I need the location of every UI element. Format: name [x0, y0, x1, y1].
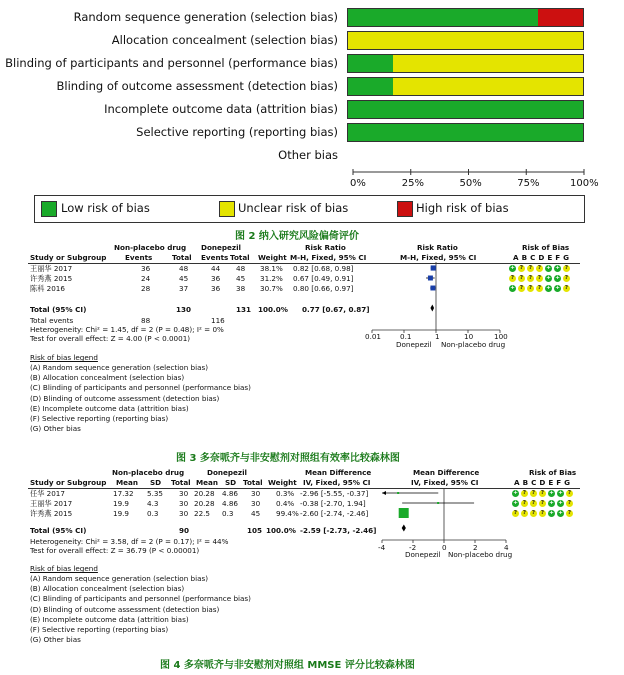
rob-judgement-dot: + — [513, 490, 518, 496]
f4-total-t1: 90 — [179, 526, 190, 535]
f4-col-sd2: SD — [225, 478, 237, 487]
rob-legend-box — [34, 195, 585, 223]
rob-legend-item: (D) Blinding of outcome assessment (detection bias) — [30, 604, 220, 614]
f3-cell-t2: 48 — [236, 264, 246, 273]
f4-cell-name: 王丽华 2017 — [30, 499, 73, 508]
f4-cell-m1: 17.32 — [113, 489, 134, 498]
f3-col-events2: Events — [201, 253, 229, 262]
f4-cell-t2: 30 — [251, 499, 261, 508]
f3-col-total1: Total — [172, 253, 192, 262]
f4-forest-plot — [376, 488, 516, 544]
f4-cell-sd1: 0.3 — [147, 509, 159, 518]
f3-cell-e1: 28 — [141, 284, 151, 293]
rob-legend-item: (G) Other bias — [30, 424, 81, 434]
f4-rob-header: Risk of Bias — [529, 468, 577, 477]
rob-bar-row — [347, 8, 584, 27]
rob-judgement-dot: + — [549, 490, 554, 496]
figure-2-caption: 图 2 纳入研究风险偏倚评价 — [235, 231, 359, 242]
rob-legend-item: (E) Incomplete outcome data (attrition bias) — [30, 403, 189, 413]
rob-judgement-dot: + — [546, 265, 551, 271]
f4-cell-sd2: 4.86 — [222, 499, 239, 508]
rob-judgement-dot: ? — [564, 265, 569, 271]
f3-cell-weight: 30.7% — [260, 284, 283, 293]
f4-cell-name: 任华 2017 — [30, 489, 65, 498]
f3-cell-e2: 36 — [211, 284, 221, 293]
rob-bar-segment — [348, 9, 538, 26]
rob-axis-tick-label: 50% — [459, 178, 482, 189]
f3-col-events1: Events — [125, 253, 153, 262]
f4-axis-tick-label: 0 — [442, 543, 447, 552]
f3-total-label: Total (95% CI) — [30, 305, 87, 314]
rob-bar-segment — [348, 32, 583, 49]
f3-total-weight: 100.0% — [258, 305, 288, 314]
rob-judgement-dot: ? — [522, 490, 527, 496]
f3-cell-t1: 45 — [179, 274, 189, 283]
f4-col-weight: Weight — [268, 478, 297, 487]
f3-cell-weight: 38.1% — [260, 264, 283, 273]
f4-axis-tick-label: 2 — [473, 543, 478, 552]
f4-col-sd1: SD — [150, 478, 162, 487]
rob-legend-item: (F) Selective reporting (reporting bias) — [30, 414, 169, 423]
f3-cell-t1: 48 — [179, 264, 189, 273]
rob-category-label: Other bias — [278, 148, 338, 162]
f3-total-ci: 0.77 [0.67, 0.87] — [302, 305, 370, 314]
rob-judgement-dot: ? — [537, 285, 542, 291]
rob-category-label: Blinding of outcome assessment (detection bias) — [56, 79, 338, 93]
f3-group2-header: Donepezil — [201, 243, 242, 252]
f3-axis-right-label: Non-placebo drug — [441, 340, 506, 349]
rob-axis-tick-label: 75% — [517, 178, 540, 189]
f4-cell-m2: 20.28 — [194, 499, 215, 508]
rob-bar-row — [347, 54, 584, 73]
f3-axis-tick-label: 10 — [464, 332, 474, 341]
f3-cell-weight: 31.2% — [260, 274, 283, 283]
rob-judgement-dot: ? — [528, 285, 533, 291]
f3-cell-e1: 24 — [141, 274, 151, 283]
f3-effect-sub: M-H, Fixed, 95% CI — [290, 253, 367, 262]
f3-col-total2: Total — [230, 253, 250, 262]
f4-cell-ci: -0.38 [-2.70, 1.94] — [300, 499, 366, 508]
f4-cell-t2: 30 — [251, 489, 261, 498]
rob-judgement-dot: + — [546, 275, 551, 281]
rob-judgement-dot: + — [558, 490, 563, 496]
f4-axis-tick-label: -2 — [409, 543, 417, 552]
rob-judgement-dot: ? — [519, 265, 524, 271]
f4-group1-header: Non-placebo drug — [112, 468, 185, 477]
f3-cell-t1: 37 — [179, 284, 189, 293]
high-risk-label: High risk of bias — [416, 201, 509, 215]
rob-legend-item: (E) Incomplete outcome data (attrition bias) — [30, 614, 189, 624]
f4-cell-m2: 20.28 — [194, 489, 215, 498]
rob-legend-title: Risk of bias legend — [30, 353, 98, 362]
rob-judgement-dot: + — [555, 275, 560, 281]
f3-axis-tick-label: 0.01 — [365, 332, 382, 341]
rob-axis-tick-label: 100% — [570, 178, 599, 189]
rob-legend-item: (A) Random sequence generation (selection bias) — [30, 363, 209, 372]
f4-axis-right-label: Non-placebo drug — [448, 550, 513, 559]
rob-legend-item: (C) Blinding of participants and personnel (performance bias) — [30, 383, 251, 393]
f3-cell-name: 王丽华 2017 — [30, 264, 73, 273]
rob-bar-segment — [393, 78, 583, 95]
f3-cell-ci: 0.82 [0.68, 0.98] — [293, 264, 354, 273]
rob-judgement-dot: ? — [540, 500, 545, 506]
rob-judgement-dot: ? — [567, 500, 572, 506]
rob-legend-item: (B) Allocation concealment (selection bias) — [30, 584, 185, 594]
f4-cell-weight: 0.3% — [276, 489, 295, 498]
rob-legend-item: (A) Random sequence generation (selection bias) — [30, 574, 209, 583]
f3-total-t2: 131 — [236, 305, 252, 314]
rob-bar-segment — [348, 124, 583, 141]
f4-cell-sd1: 4.3 — [147, 499, 159, 508]
f4-heterogeneity: Heterogeneity: Chi² = 3.58, df = 2 (P = 0.17); I² = 44% — [30, 537, 229, 546]
rob-judgement-dot: ? — [513, 510, 518, 516]
f3-total-events1: 88 — [141, 316, 151, 325]
rob-bar-segment — [348, 55, 393, 72]
figure-4-caption: 图 4 多奈哌齐与非安慰剂对照组 MMSE 评分比较森林图 — [160, 660, 415, 671]
f4-col-total1: Total — [171, 478, 191, 487]
rob-judgement-dot: ? — [528, 275, 533, 281]
rob-bar-row — [347, 77, 584, 96]
f4-overall-effect: Test for overall effect: Z = 36.79 (P < 0.00001) — [30, 546, 200, 555]
rob-category-label: Random sequence generation (selection bias) — [73, 10, 338, 24]
f4-plot-sub: IV, Fixed, 95% CI — [411, 478, 479, 487]
f4-ci-clip-arrow — [382, 491, 386, 495]
f4-cell-m2: 22.5 — [194, 509, 211, 518]
f3-cell-name: 陈科 2016 — [30, 284, 65, 293]
rob-judgement-dot: ? — [537, 265, 542, 271]
rob-judgement-dot: ? — [531, 500, 536, 506]
f3-axis-tick-label: 1 — [435, 332, 440, 341]
f4-cell-sd2: 0.3 — [222, 509, 234, 518]
rob-judgement-dot: + — [555, 285, 560, 291]
f4-cell-weight: 99.4% — [276, 509, 299, 518]
rob-legend-item: (C) Blinding of participants and personnel (performance bias) — [30, 594, 251, 604]
f3-cell-ci: 0.80 [0.66, 0.97] — [293, 284, 354, 293]
f3-study-point — [431, 265, 436, 270]
rob-judgement-dot: ? — [510, 275, 515, 281]
f4-cell-name: 许秀燕 2015 — [30, 509, 73, 518]
rob-judgement-dot: ? — [540, 510, 545, 516]
f3-total-events2: 116 — [211, 316, 225, 325]
rob-judgement-dot: ? — [564, 275, 569, 281]
rob-bar-segment — [538, 9, 583, 26]
f4-study-point — [399, 508, 409, 518]
rob-axis — [347, 166, 587, 178]
rob-judgement-dot: + — [510, 285, 515, 291]
f4-col-total2: Total — [243, 478, 263, 487]
rob-judgement-dot: + — [549, 510, 554, 516]
f4-cell-sd2: 4.86 — [222, 489, 239, 498]
f3-heterogeneity: Heterogeneity: Chi² = 1.45, df = 2 (P = 0.48); I² = 0% — [30, 325, 224, 334]
rob-legend-item: (B) Allocation concealment (selection bias) — [30, 373, 185, 383]
f4-axis-left-label: Donepezil — [405, 550, 441, 559]
rob-axis-tick-label: 0% — [350, 178, 366, 189]
rob-judgement-dot: ? — [567, 510, 572, 516]
rob-legend-title: Risk of bias legend — [30, 564, 98, 573]
f4-effect-header: Mean Difference — [305, 468, 372, 477]
f4-study-point — [397, 492, 399, 494]
f3-cell-t2: 45 — [236, 274, 246, 283]
f3-axis-tick-label: 100 — [494, 332, 508, 341]
rob-judgement-dot: + — [510, 265, 515, 271]
f4-col-mean1: Mean — [116, 478, 138, 487]
rob-bar-row — [347, 100, 584, 119]
f4-total-t2: 105 — [247, 526, 263, 535]
f3-axis-left-label: Donepezil — [396, 340, 432, 349]
f4-cell-m1: 19.9 — [113, 509, 130, 518]
f3-plot-sub: M-H, Fixed, 95% CI — [400, 253, 477, 262]
rob-judgement-dot: + — [513, 500, 518, 506]
f4-cell-sd1: 5.35 — [147, 489, 164, 498]
f4-col-study: Study or Subgroup — [30, 478, 107, 487]
rob-judgement-dot: ? — [567, 490, 572, 496]
f4-cell-t1: 30 — [179, 509, 189, 518]
rob-category-label: Allocation concealment (selection bias) — [111, 33, 338, 47]
rob-judgement-dot: + — [546, 285, 551, 291]
f4-cell-ci: -2.96 [-5.55, -0.37] — [300, 489, 369, 498]
f3-cell-e2: 44 — [211, 264, 221, 273]
rob-judgement-dot: ? — [540, 490, 545, 496]
low-risk-label: Low risk of bias — [61, 201, 150, 215]
rob-judgement-dot: ? — [519, 275, 524, 281]
rob-judgement-dot: ? — [522, 500, 527, 506]
f4-cell-m1: 19.9 — [113, 499, 130, 508]
f4-axis-tick-label: -4 — [378, 543, 386, 552]
f3-cell-t2: 38 — [236, 284, 246, 293]
f4-cell-t1: 30 — [179, 489, 189, 498]
unclear-risk-label: Unclear risk of bias — [238, 201, 349, 215]
f4-plot-header: Mean Difference — [413, 468, 480, 477]
f3-plot-header: Risk Ratio — [417, 243, 458, 252]
rob-bar-row — [347, 123, 584, 142]
f3-group1-header: Non-placebo drug — [114, 243, 187, 252]
rob-judgement-dot: ? — [531, 510, 536, 516]
f3-total-events-label: Total events — [30, 316, 74, 325]
rob-legend-item: (F) Selective reporting (reporting bias) — [30, 625, 169, 634]
f3-study-point — [428, 276, 433, 281]
rob-judgement-dot: ? — [519, 285, 524, 291]
f3-rob-header: Risk of Bias — [522, 243, 570, 252]
f4-total-label: Total (95% CI) — [30, 526, 87, 535]
f3-axis-tick-label: 0.1 — [400, 332, 412, 341]
f4-cell-t2: 45 — [251, 509, 261, 518]
f3-total-t1: 130 — [176, 305, 192, 314]
f3-study-point — [430, 286, 435, 291]
f4-col-mean2: Mean — [196, 478, 218, 487]
f4-group2-header: Donepezil — [207, 468, 248, 477]
rob-legend-item: (D) Blinding of outcome assessment (detection bias) — [30, 393, 220, 403]
rob-judgement-dot: ? — [564, 285, 569, 291]
f3-cell-name: 许秀燕 2015 — [30, 274, 73, 283]
rob-bar-segment — [393, 55, 583, 72]
low-risk-swatch — [41, 201, 57, 217]
rob-judgement-dot: + — [555, 265, 560, 271]
unclear-risk-swatch — [219, 201, 235, 217]
rob-judgement-dot: + — [558, 500, 563, 506]
f3-cell-ci: 0.67 [0.49, 0.91] — [293, 274, 354, 283]
f3-effect-header: Risk Ratio — [305, 243, 346, 252]
f3-col-study: Study or Subgroup — [30, 253, 107, 262]
f3-cell-e2: 36 — [211, 274, 221, 283]
f4-effect-sub: IV, Fixed, 95% CI — [303, 478, 371, 487]
f4-cell-ci: -2.60 [-2.74, -2.46] — [300, 509, 369, 518]
rob-category-label: Blinding of participants and personnel (performance bias) — [5, 56, 338, 70]
f4-total-weight: 100.0% — [266, 526, 296, 535]
rob-bar-segment — [348, 78, 393, 95]
f3-total-diamond — [430, 305, 434, 312]
f4-study-point — [437, 502, 439, 504]
rob-category-label: Selective reporting (reporting bias) — [136, 125, 338, 139]
f3-rob-letters: ABCDEFG — [513, 253, 573, 262]
f4-rob-letters: ABCDEFG — [514, 478, 574, 487]
rob-legend-item: (G) Other bias — [30, 635, 81, 645]
f4-total-ci: -2.59 [-2.73, -2.46] — [300, 526, 377, 535]
f4-axis-tick-label: 4 — [504, 543, 509, 552]
f3-col-weight: Weight — [258, 253, 287, 262]
rob-axis-tick-label: 25% — [401, 178, 424, 189]
f3-cell-e1: 36 — [141, 264, 151, 273]
figure-3-caption: 图 3 多奈哌齐与非安慰剂对照组有效率比较森林图 — [176, 453, 400, 464]
f4-cell-weight: 0.4% — [276, 499, 295, 508]
rob-bar-segment — [348, 101, 583, 118]
rob-judgement-dot: ? — [531, 490, 536, 496]
rob-judgement-dot: ? — [528, 265, 533, 271]
f4-total-diamond — [402, 525, 406, 532]
rob-judgement-dot: + — [549, 500, 554, 506]
rob-judgement-dot: + — [558, 510, 563, 516]
high-risk-swatch — [397, 201, 413, 217]
rob-bar-row — [347, 31, 584, 50]
rob-judgement-dot: ? — [537, 275, 542, 281]
rob-judgement-dot: ? — [522, 510, 527, 516]
f4-cell-t1: 30 — [179, 499, 189, 508]
f3-overall-effect: Test for overall effect: Z = 4.00 (P < 0.0001) — [30, 334, 191, 343]
rob-category-label: Incomplete outcome data (attrition bias) — [104, 102, 338, 116]
